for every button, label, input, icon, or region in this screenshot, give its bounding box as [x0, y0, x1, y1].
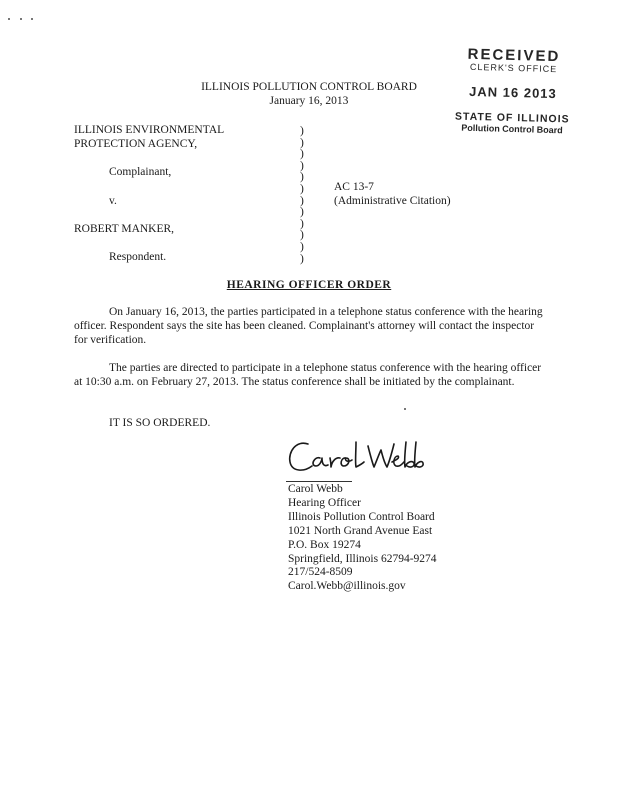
order-title: HEARING OFFICER ORDER: [226, 279, 392, 291]
caption-parentheses: [300, 126, 308, 265]
case-number: AC 13-7: [334, 181, 374, 193]
caption-paren: ): [300, 252, 304, 265]
signature-line: [286, 481, 352, 482]
stamp-office: CLERK'S OFFICE: [469, 61, 558, 75]
case-type: (Administrative Citation): [334, 195, 451, 207]
caption-paren: ): [300, 125, 304, 137]
stamp-received: RECEIVED: [467, 45, 561, 66]
caption-paren: ): [300, 194, 304, 207]
respondent-role: Respondent.: [109, 251, 167, 263]
signer-phone: 217/524-8509: [288, 566, 353, 579]
order-date: January 16, 2013: [269, 95, 349, 107]
caption-paren: ): [300, 206, 304, 219]
versus: v.: [109, 195, 117, 207]
caption-paren: ): [300, 182, 304, 195]
signer-name: Carol Webb: [288, 483, 343, 495]
caption-paren: ): [300, 159, 304, 172]
caption-paren: ): [300, 240, 304, 253]
signer-po-box: P.O. Box 19274: [288, 538, 361, 551]
signer-organization: Illinois Pollution Control Board: [288, 510, 435, 523]
scan-speck: [404, 408, 406, 410]
scan-speck: [31, 18, 33, 20]
stamp-state: STATE OF ILLINOIS: [454, 110, 570, 126]
scan-speck: [8, 18, 10, 20]
caption-paren: ): [300, 136, 304, 149]
signer-title: Hearing Officer: [288, 496, 361, 509]
scan-speck: [20, 18, 22, 20]
caption-paren: ): [300, 217, 304, 230]
complainant-role: Complainant,: [109, 166, 172, 178]
order-closing: IT IS SO ORDERED.: [109, 417, 211, 429]
signer-city: Springfield, Illinois 62794-9274: [288, 552, 437, 565]
signer-email: Carol.Webb@illinois.gov: [288, 580, 406, 593]
stamp-board: Pollution Control Board: [461, 122, 563, 136]
signer-block: [288, 483, 437, 594]
complainant-name-line2: PROTECTION AGENCY,: [74, 138, 198, 150]
stamp-date: JAN 16 2013: [468, 83, 557, 102]
caption-paren: ): [300, 148, 304, 161]
board-heading: ILLINOIS POLLUTION CONTROL BOARD: [201, 81, 417, 93]
order-paragraph-1: On January 16, 2013, the parties participated in a telephone status conference with the hearing officer. Respondent says the site has been cleaned. Complainant's attorney will contact the inspector for verification.: [74, 306, 543, 346]
signature-drawing: [286, 436, 426, 480]
order-paragraph-2: The parties are directed to participate in a telephone status conference with the hearing officer at 10:30 a.m. on February 27, 2013. The status conference shall be initiated by the complainant.: [74, 362, 542, 388]
caption-paren: ): [300, 229, 304, 242]
complainant-name-line1: ILLINOIS ENVIRONMENTAL: [74, 124, 225, 136]
signer-street: 1021 North Grand Avenue East: [288, 524, 433, 537]
handwritten-signature: [286, 436, 426, 484]
caption-paren: ): [300, 171, 304, 184]
respondent-name: ROBERT MANKER,: [74, 223, 175, 235]
